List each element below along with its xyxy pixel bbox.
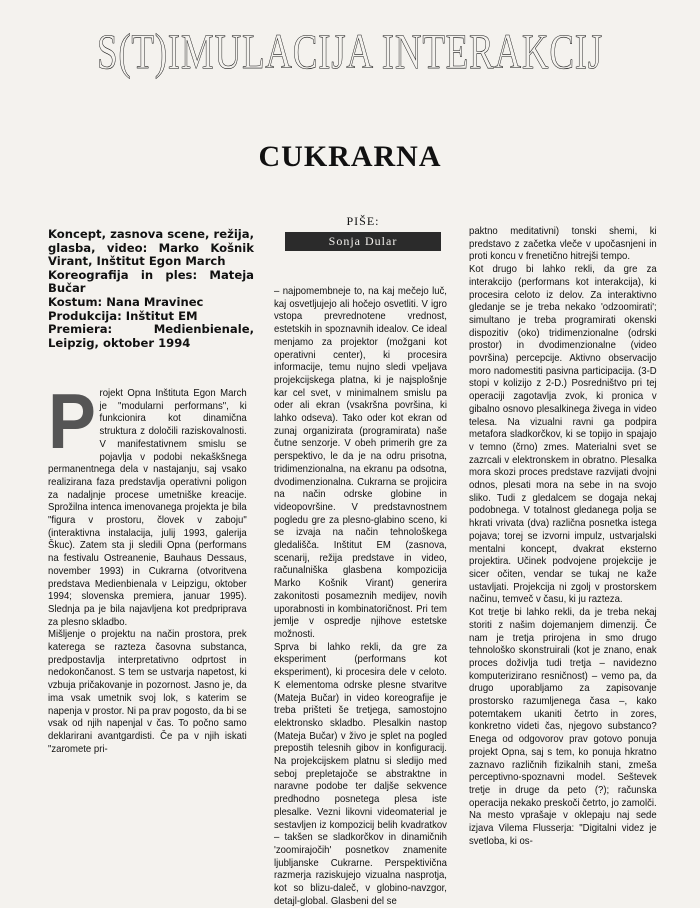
byline	[285, 214, 441, 251]
text-column-2	[274, 286, 447, 908]
paragraph: Sprva bi lahko rekli, da gre za eksperiment (performans kot eksperiment), ki procesira dele v celoto. K elementoma odrske plesne stvaritve (Mateja Bučar) in video koreografije je treba prišteti še tretjega, samostojno elektronsko skladbo. Plesalkin nastop (Mateja Bučar) v živo je splet na pogled prepostih telesnih gibov in konfiguracij. Na projekcijskem platnu si sledijo med seboj prepletajoče se abstraktne in naravne podobe ter daljše sekvence predhodno posnetega plesa iste plesalke. Vezni likovni videomaterial je sestavljen iz kompozicij belih kvadratkov – takšen se sladkorčkov in dinamičnih 'zoomirajočih' posnetkov znamenite ljubljanske Cukrarne. Perspektivična razmerja raziskujejo vizualna nasprotja, kot so blizu-daleč, v globino-navzgor, detajl-global. Glasbeni del se	[274, 641, 447, 907]
text-column-1	[48, 377, 247, 756]
paragraph: paktno meditativni) tonski shemi, ki predstavo z začetka vleče v upočasnjeni in proti koncu v frenetično hitrejši tempo.	[469, 226, 657, 263]
paragraph: rojekt Opna Inštituta Egon March je "modularni performans", ki funkcionira kot dinamična struktura z določili raziskovalnosti. V manifestativnem smislu se pojavlja v podobi nekaškšnega permanentnega dela v nastajanju, saj vsako realizirana faza predstavlja operativni poligon za nadaljnje procese umetniške kreacije. Sprožilna intenca imenovanega projekta je bila "figura v prostoru, človek v zaboju" (interaktivna instalacija, julij 1993, galerija Škuc). Zatem sta ji sledili Opna (performans na festivalu Ostreanenie, Bauhaus Dessaus, november 1993) in Cukrarna (otvoritvena predstava Medienbienala v Leipzigu, oktober 1994; slovenska premiera, januar 1995). Slednja pa je bila najavljena kot predpriprava za plesno skladbo.	[48, 388, 247, 628]
article-subheadline: CUKRARNA	[258, 140, 442, 173]
credit-line: Koreografija in ples: Mateja Bučar	[48, 267, 254, 296]
credit-line: Produkcija: Inštitut EM	[48, 308, 198, 323]
byline-author: Sonja Dular	[285, 232, 441, 251]
credits-block	[48, 228, 254, 350]
byline-label: PIŠE:	[346, 214, 380, 228]
credit-line: Premiera: Medienbienale, Leipzig, oktober 1994	[48, 322, 254, 350]
credit-line: Kostum: Nana Mravinec	[48, 294, 204, 309]
article-headline: S(T)IMULACIJA INTERAKCIJ	[97, 23, 603, 79]
credit-line: Koncept, zasnova scene, režija, glasba, video: Marko Košnik Virant, Inštitut Egon March	[48, 227, 254, 269]
paragraph: – najpomembneje to, na kaj mečejo luč, kaj osvetljujejo ali hočejo osvetliti. V igro vstopa prevrednotene vrednost, estetskih in spoznavnih idealov. Ce ideal menjamo za projektor (možgani kot operativni center), ki procesira informacije, temu nujno sledi vpeljava projekcijskega platna, ki je najsplošnje kar cel svet, v minimalnem smislu pa oder ali ekran (vsakršna površina, ki lahko odseva). Tako oder kot ekran od zunaj organizirata (programirata) naše čutne senzorje. V obeh primerih gre za perspektivo, le da je na odru prisotna, tridimenzionalna, na ekranu pa odsotna, dvodimenzionalna. Cukrarna se projicira na način odrske globine in videopovršine. V predstavnostnem pogledu gre za plesno-glabino sceno, ki se izvaja na način tehnološkega gledališča. Inštitut EM (zasnova, scenarij, režija predstave in video, računalniška glasbena kompozicija Marko Košnik Virant) generira zakonitosti posameznih medijev, novih uporabnosti in kombinatoričnost. Pri tem jemlje v ospredje njihove estetske možnosti.	[274, 286, 447, 640]
paragraph: Kot tretje bi lahko rekli, da je treba nekaj storiti z našim dojemanjem dimenzij. Če nam je tretja prirojena in smo drugo tehnološko skonstruirali (kot je znano, enak proces doživlja tudi tretja – navidezno komputerizirano resničnost) – vemo pa, da drugo uporabljamo za zapisovanje prostorsko razumljenega časa –, kako potemtakem ukaniti četrto in zores, konkretno videti čas, njegovo substanco? Enega od odgovorov prav gotovo ponuja projekt Opna, saj s tem, ko ponuja hkratno zaznavo različnih fizikalnih stani, zmeša perceptivno-spoznavni model. Seštevek tretje in druge da peto (?); računska operacija nekako preskoči četrto, jo zamolči. Na mesto vprašaje v oklepaju naj sede izjava Vilema Flusserja: "Digitalni videz je svetloba, ki os-	[469, 607, 657, 847]
paragraph: Mišljenje o projektu na način prostora, prek katerega se razteza časovna substanca, predpostavlja interpretativno odprtost in nedokončanost. S tem se ustvarja napetost, ki vzbuja pričakovanje in pozornost. Jasno je, da ima vsak umetnik svoj lok, s katerim se napenja v prostor. Ni pa prav pogosto, da bi se vsak od njih napenjal v čas. To počno samo deklarirani avantgardisti. Če pa v njih iskati "zaromete pri-	[48, 629, 247, 755]
text-column-3	[469, 226, 657, 848]
paragraph: Kot drugo bi lahko rekli, da gre za interakcijo (performans kot interakcija), ki procesira celoto iz delov. Za interaktivno gledanje se je treba nekako 'odzoomirati'; simultano je treba programirati okenski dispozitiv (oko) tridimenzionalne (odrski prostor) in dvodimenzionalne (video površina) percepcije. Aktivno observacijo moro nadomestiti pasivna participacija. (3-D stopi v kolizijo z 2-D.) Posredništvo pri tej operaciji zagotavlja zvok, ki pronica v gibalno osnovo plesalkinega živega in video telesa. Na vizualni ravni ga podpira metafora sladkorčkov, ki se topijo in spajajo v temno (črno) zmes. Materialni svet se zazrcali v elektronskem in obratno. Plesalka mora skozi proces predstave razvijati dvojni odnos, plesati mora na sebe in na svojo sliko. Tudi z gledalcem se dogaja nekaj podobnega. V totalnost gledanega polja se hkrati vrivata (dva) različna posnetka istega pojava; torej se izvorni impulz, ustvarjalski mentalni koncept, dvakrat eksterno projektira. Učinek podvojene projekcije je sicer očiten, vendar se tukaj ne kaže ustavljati. Projekcija ni zgolj v prostorskem načinu, temveč v času, ki ju razteza.	[469, 264, 657, 606]
drop-cap: P	[48, 377, 95, 465]
